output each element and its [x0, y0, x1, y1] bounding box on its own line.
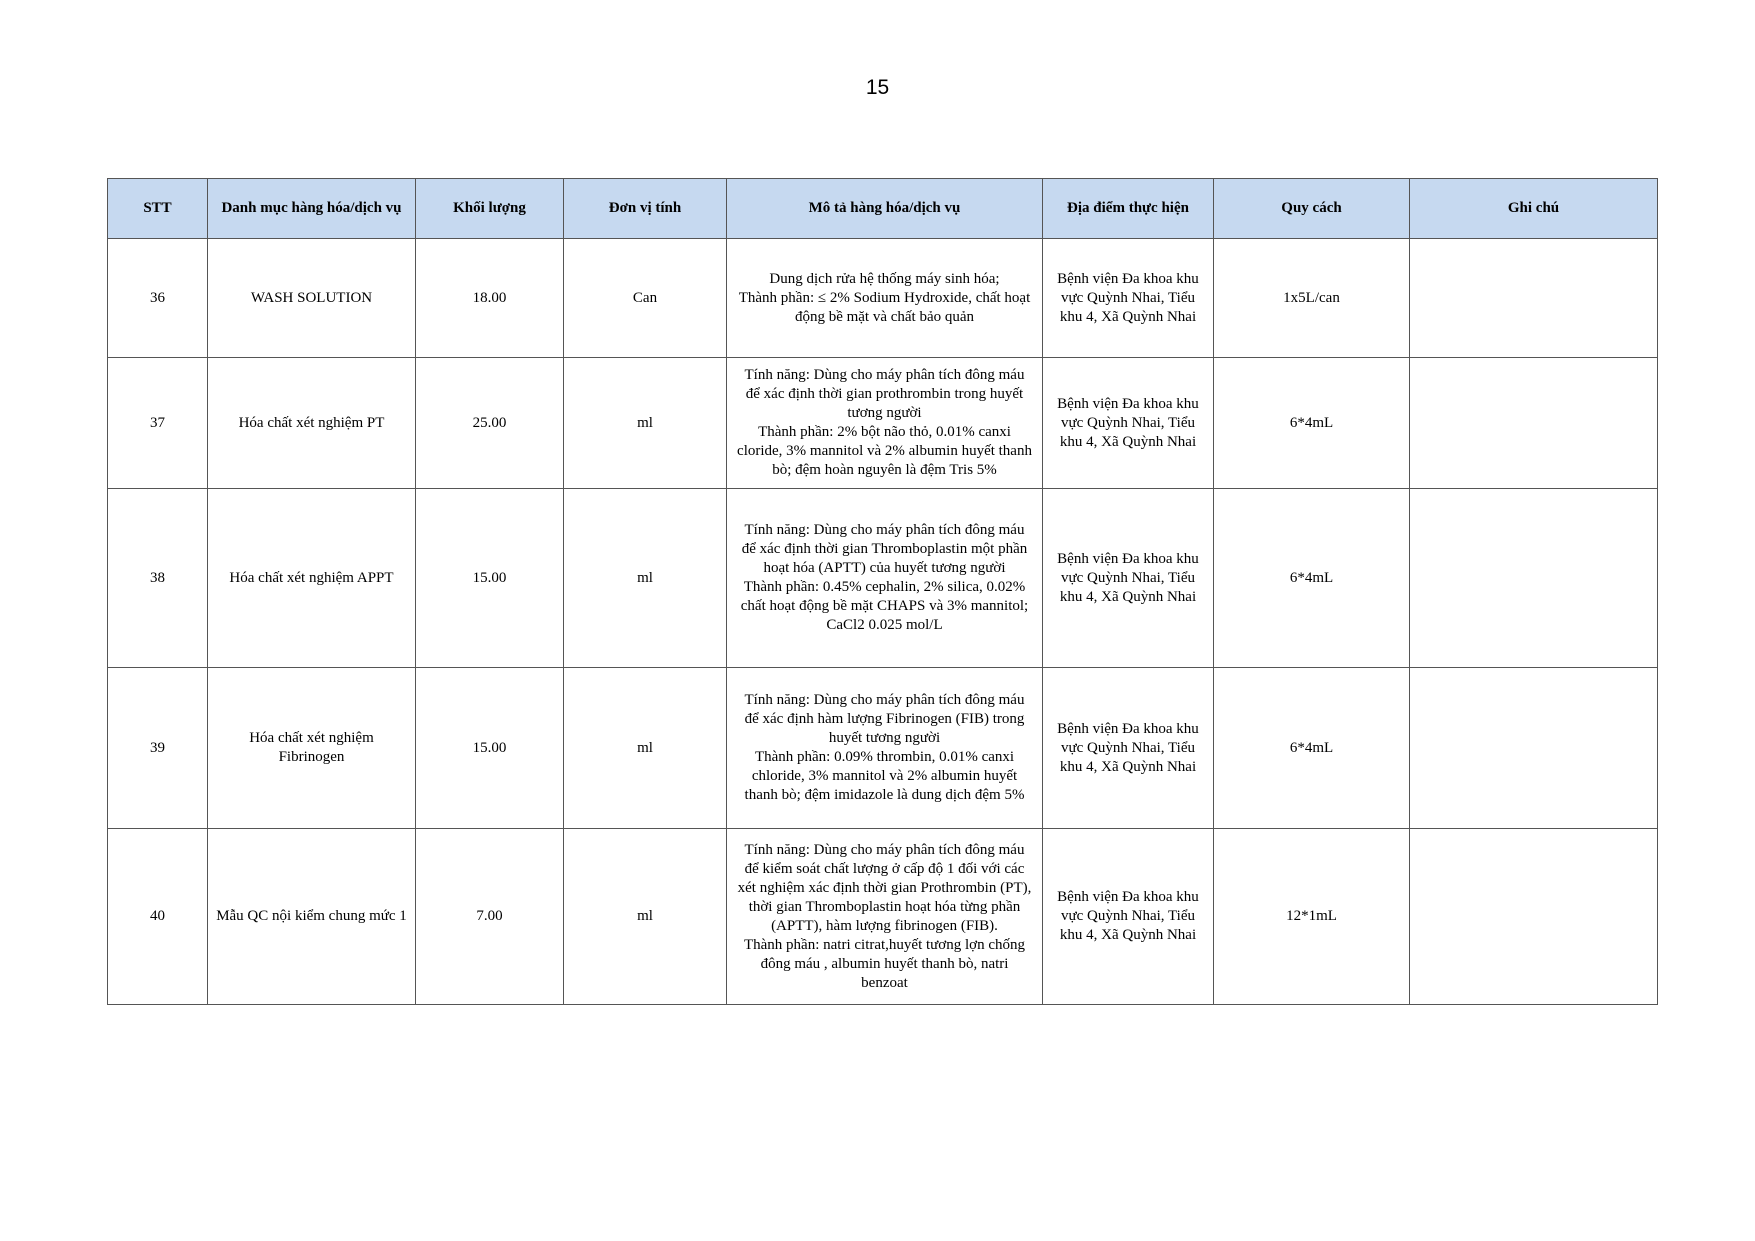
cell-location: Bệnh viện Đa khoa khu vực Quỳnh Nhai, Tiểu khu 4, Xã Quỳnh Nhai	[1043, 668, 1214, 829]
cell-unit: ml	[564, 358, 727, 489]
cell-quantity: 15.00	[416, 668, 564, 829]
cell-location: Bệnh viện Đa khoa khu vực Quỳnh Nhai, Tiểu khu 4, Xã Quỳnh Nhai	[1043, 358, 1214, 489]
cell-description	[727, 239, 1043, 358]
cell-unit: ml	[564, 668, 727, 829]
description-line: Tính năng: Dùng cho máy phân tích đông máu để xác định thời gian Thromboplastin một phần hoạt hóa (APTT) của huyết tương người	[741, 522, 1028, 576]
table-row	[108, 489, 1658, 668]
cell-description	[727, 358, 1043, 489]
cell-item: WASH SOLUTION	[208, 239, 416, 358]
header-item: Danh mục hàng hóa/dịch vụ	[208, 179, 416, 239]
cell-item: Hóa chất xét nghiệm Fibrinogen	[208, 668, 416, 829]
table-row	[108, 829, 1658, 1005]
cell-spec: 6*4mL	[1214, 489, 1410, 668]
cell-item: Hóa chất xét nghiệm PT	[208, 358, 416, 489]
header-stt: STT	[108, 179, 208, 239]
description-line: Tính năng: Dùng cho máy phân tích đông máu để xác định thời gian prothrombin trong huyết tương người	[744, 367, 1025, 421]
cell-stt: 39	[108, 668, 208, 829]
cell-location: Bệnh viện Đa khoa khu vực Quỳnh Nhai, Tiểu khu 4, Xã Quỳnh Nhai	[1043, 239, 1214, 358]
header-description: Mô tả hàng hóa/dịch vụ	[727, 179, 1043, 239]
cell-spec: 12*1mL	[1214, 829, 1410, 1005]
table-row	[108, 358, 1658, 489]
cell-note	[1410, 829, 1658, 1005]
cell-note	[1410, 358, 1658, 489]
cell-item: Mẫu QC nội kiểm chung mức 1	[208, 829, 416, 1005]
cell-unit: Can	[564, 239, 727, 358]
cell-spec: 6*4mL	[1214, 668, 1410, 829]
cell-location: Bệnh viện Đa khoa khu vực Quỳnh Nhai, Tiểu khu 4, Xã Quỳnh Nhai	[1043, 829, 1214, 1005]
cell-stt: 38	[108, 489, 208, 668]
description-line: Dung dịch rửa hệ thống máy sinh hóa;	[769, 270, 1000, 287]
description-line: Tính năng: Dùng cho máy phân tích đông máu để kiểm soát chất lượng ở cấp độ 1 đối với các xét nghiệm xác định thời gian Prothrombin (PT), thời gian Thromboplastin hoạt hóa từng phần (APTT), hàm lượng fibrinogen (FIB).	[737, 841, 1032, 934]
table-row	[108, 239, 1658, 358]
cell-stt: 40	[108, 829, 208, 1005]
cell-spec: 1x5L/can	[1214, 239, 1410, 358]
table-header-row	[108, 179, 1658, 239]
description-line: Thành phần: ≤ 2% Sodium Hydroxide, chất hoạt động bề mặt và chất bảo quản	[738, 289, 1031, 325]
cell-note	[1410, 239, 1658, 358]
description-line: Thành phần: 2% bột não thỏ, 0.01% canxi cloride, 3% mannitol và 2% albumin huyết thanh bò; đệm hoàn nguyên là đệm Tris 5%	[737, 424, 1032, 478]
cell-note	[1410, 489, 1658, 668]
cell-quantity: 25.00	[416, 358, 564, 489]
cell-item: Hóa chất xét nghiệm APPT	[208, 489, 416, 668]
cell-description	[727, 668, 1043, 829]
cell-quantity: 18.00	[416, 239, 564, 358]
description-line: Tính năng: Dùng cho máy phân tích đông máu để xác định hàm lượng Fibrinogen (FIB) trong huyết tương người	[744, 692, 1025, 746]
page-number: 15	[865, 76, 890, 99]
header-location: Địa điểm thực hiện	[1043, 179, 1214, 239]
header-note: Ghi chú	[1410, 179, 1658, 239]
cell-quantity: 7.00	[416, 829, 564, 1005]
cell-unit: ml	[564, 829, 727, 1005]
description-line: Thành phần: natri citrat,huyết tương lợn chống đông máu , albumin huyết thanh bò, natri benzoat	[743, 936, 1025, 991]
table-row	[108, 668, 1658, 829]
cell-note	[1410, 668, 1658, 829]
goods-table	[107, 178, 1658, 1005]
header-spec: Quy cách	[1214, 179, 1410, 239]
header-quantity: Khối lượng	[416, 179, 564, 239]
cell-unit: ml	[564, 489, 727, 668]
cell-quantity: 15.00	[416, 489, 564, 668]
cell-stt: 37	[108, 358, 208, 489]
cell-description	[727, 829, 1043, 1005]
description-line: Thành phần: 0.45% cephalin, 2% silica, 0.02% chất hoạt động bề mặt CHAPS và 3% mannitol; CaCl2 0.025 mol/L	[740, 579, 1029, 633]
cell-stt: 36	[108, 239, 208, 358]
cell-description	[727, 489, 1043, 668]
description-line: Thành phần: 0.09% thrombin, 0.01% canxi chloride, 3% mannitol và 2% albumin huyết thanh bò; đệm imidazole là dung dịch đệm 5%	[744, 749, 1025, 803]
cell-spec: 6*4mL	[1214, 358, 1410, 489]
header-unit: Đơn vị tính	[564, 179, 727, 239]
cell-location: Bệnh viện Đa khoa khu vực Quỳnh Nhai, Tiểu khu 4, Xã Quỳnh Nhai	[1043, 489, 1214, 668]
